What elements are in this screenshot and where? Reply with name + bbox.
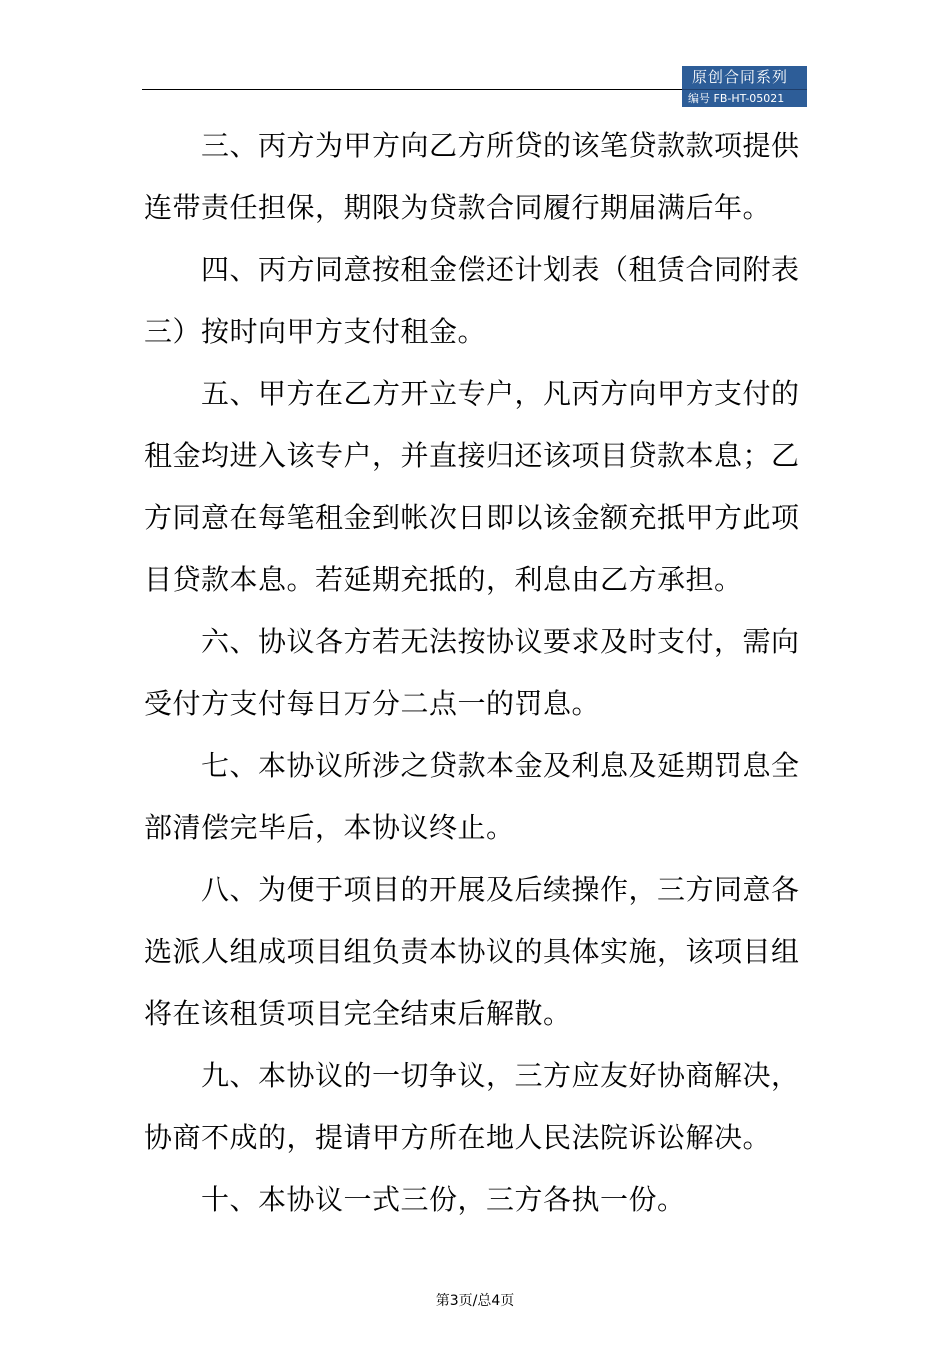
clause-10-line-1: 十、本协议一式三份，三方各执一份。 — [201, 1183, 686, 1216]
series-badge: 原创合同系列 — [682, 66, 807, 89]
page-number: 第3页/总4页 — [435, 1293, 515, 1309]
clause-3-line-2: 连带责任担保，期限为贷款合同履行期届满后年。 — [144, 191, 772, 224]
clause-5-line-1: 五、甲方在乙方开立专户，凡丙方向甲方支付的 — [201, 377, 800, 410]
clause-7-line-2: 部清偿完毕后，本协议终止。 — [144, 811, 515, 844]
clause-9-line-1: 九、本协议的一切争议，三方应友好协商解决， — [201, 1059, 800, 1092]
clause-8-line-3: 将在该租赁项目完全结束后解散。 — [144, 997, 572, 1030]
clause-5-line-2: 租金均进入该专户，并直接归还该项目贷款本息；乙 — [144, 439, 800, 472]
clause-9-line-2: 协商不成的，提请甲方所在地人民法院诉讼解决。 — [144, 1121, 772, 1154]
header-rule — [142, 89, 682, 90]
clause-6-line-2: 受付方支付每日万分二点一的罚息。 — [144, 687, 601, 720]
clause-8-line-2: 选派人组成项目组负责本协议的具体实施，该项目组 — [144, 935, 800, 968]
clause-7-line-1: 七、本协议所涉之贷款本金及利息及延期罚息全 — [201, 749, 800, 782]
clause-5-line-3: 方同意在每笔租金到帐次日即以该金额充抵甲方此项 — [144, 501, 800, 534]
clause-6-line-1: 六、协议各方若无法按协议要求及时支付，需向 — [201, 625, 800, 658]
clause-3-line-1: 三、丙方为甲方向乙方所贷的该笔贷款款项提供 — [201, 129, 800, 162]
clause-5-line-4: 目贷款本息。若延期充抵的，利息由乙方承担。 — [144, 563, 743, 596]
clause-4-line-1: 四、丙方同意按租金偿还计划表（租赁合同附表 — [201, 253, 800, 286]
clause-4-line-2: 三）按时向甲方支付租金。 — [144, 315, 487, 348]
contract-body — [144, 115, 800, 1231]
document-code-badge: 编号 FB-HT-05021 — [682, 90, 807, 107]
clause-8-line-1: 八、为便于项目的开展及后续操作，三方同意各 — [201, 873, 800, 906]
